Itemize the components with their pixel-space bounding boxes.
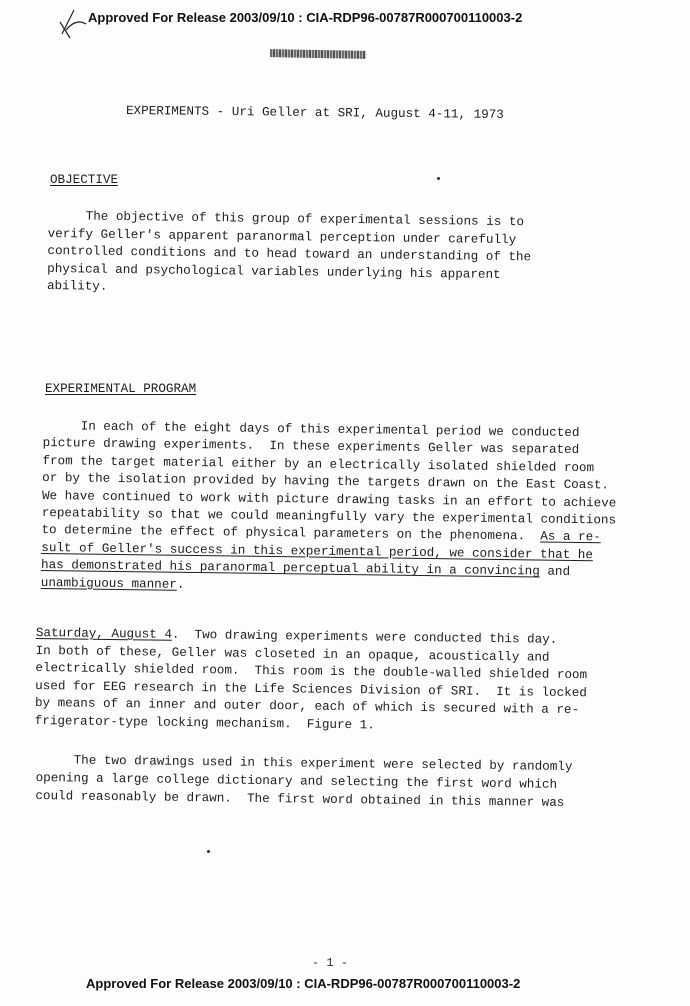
paragraph-line: In both of these, Geller was closeted in an opaque, acoustically and bbox=[35, 643, 550, 665]
release-stamp-bottom: Approved For Release 2003/09/10 : CIA-RDP96-00787R000700110003-2 bbox=[86, 976, 521, 991]
underlined-text: has demonstrated his paranormal perceptual ability in a convincing bbox=[40, 558, 540, 579]
paragraph-line: electrically shielded room. This room is the double-walled shielded room bbox=[35, 661, 588, 683]
underlined-text: As a re- bbox=[540, 529, 601, 545]
paragraph-line: or by the isolation provided by having the targets drawn on the East Coast. bbox=[42, 471, 610, 493]
drawings-paragraph bbox=[35, 751, 572, 812]
experimental-program-paragraph bbox=[41, 418, 618, 600]
paragraph-line: used for EEG research in the Life Sciences Division of SRI. It is locked bbox=[35, 678, 587, 700]
line-text: . bbox=[176, 577, 185, 592]
saturday-paragraph bbox=[35, 625, 588, 738]
line-text: . Two drawing experiments were conducted this day. bbox=[171, 627, 558, 647]
experimental-program-heading: EXPERIMENTAL PROGRAM bbox=[45, 382, 197, 396]
paragraph-line: controlled conditions and to head toward an understanding of the bbox=[47, 244, 532, 265]
paragraph-line: In each of the eight days of this experimental period we conducted bbox=[42, 418, 580, 441]
scan-speck bbox=[207, 850, 210, 853]
underlined-text: unambiguous manner bbox=[40, 575, 177, 592]
paragraph-line: by means of an inner and outer door, each of which is secured with a re- bbox=[34, 696, 580, 718]
paragraph-line: physical and psychological variables underlying his apparent bbox=[47, 261, 501, 282]
release-stamp-top: Approved For Release 2003/09/10 : CIA-RDP96-00787R000700110003-2 bbox=[88, 10, 523, 25]
line-text: to determine the effect of physical parameters on the phenomena. bbox=[41, 523, 541, 544]
objective-paragraph bbox=[47, 208, 532, 302]
paragraph-line: could reasonably be drawn. The first word obtained in this manner was bbox=[35, 788, 565, 810]
paragraph-line: frigerator-type locking mechanism. Figure 1. bbox=[34, 713, 375, 733]
paragraph-line: repeatability so that we could meaningfully vary the experimental conditions bbox=[41, 506, 617, 528]
paragraph-line: picture drawing experiments. In these experiments Geller was separated bbox=[42, 436, 580, 458]
paragraph-line: The two drawings used in this experiment were selected by randomly bbox=[35, 752, 573, 775]
underlined-line: sult of Geller's success in this experimental period, we consider that he bbox=[41, 540, 594, 563]
paragraph-line: The objective of this group of experimental sessions is to bbox=[47, 208, 525, 230]
date-label: Saturday, August 4 bbox=[35, 625, 173, 642]
page-number: - 1 - bbox=[312, 956, 349, 970]
paragraph-line: verify Geller's apparent paranormal perception under carefully bbox=[47, 226, 517, 247]
redaction-mark bbox=[270, 49, 366, 59]
paragraph-line: opening a large college dictionary and selecting the first word which bbox=[35, 770, 558, 792]
line-text: and bbox=[539, 564, 571, 580]
scan-speck bbox=[437, 177, 440, 180]
paragraph-line: ability. bbox=[46, 279, 108, 295]
objective-heading: OBJECTIVE bbox=[50, 173, 119, 187]
paragraph-line: from the target material either by an electrically isolated shielded room bbox=[42, 453, 595, 476]
document-title: EXPERIMENTS - Uri Geller at SRI, August 4-11, 1973 bbox=[125, 104, 504, 122]
paragraph-line: We have continued to work with picture drawing tasks in an effort to achieve bbox=[41, 488, 617, 511]
